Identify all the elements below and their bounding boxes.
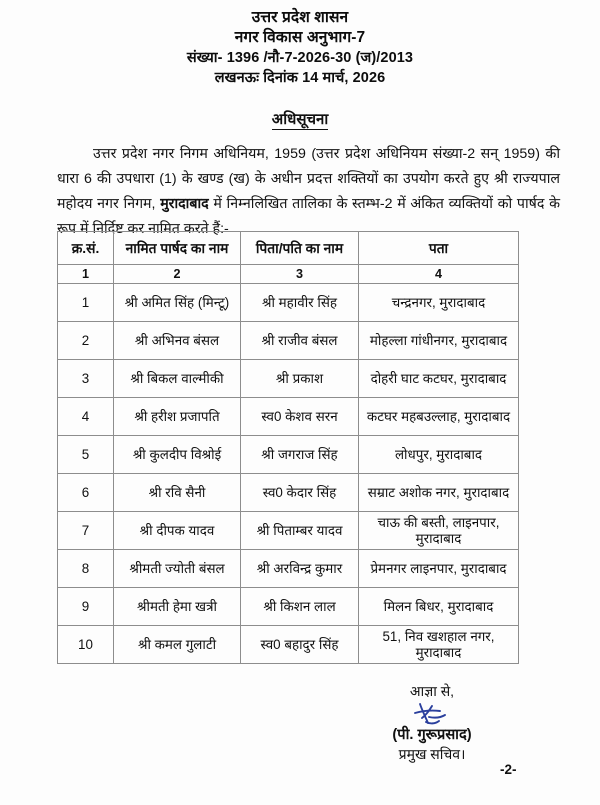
header-department-name: नगर विकास अनुभाग-7: [234, 29, 366, 46]
cell-father-name: स्व0 केशव सरन: [241, 398, 359, 436]
notification-title-container: [0, 110, 600, 130]
table-row: [58, 474, 519, 512]
column-header-serial: क्र.सं.: [58, 232, 114, 265]
table-row: [58, 626, 519, 664]
column-header-address: पता: [359, 232, 519, 265]
cell-father-name: श्री जगराज सिंह: [241, 436, 359, 474]
column-number-4: 4: [359, 265, 519, 284]
cell-serial: 3: [58, 360, 114, 398]
nominated-councillors-table-container: [57, 231, 518, 664]
column-header-councillor-name: नामित पार्षद का नाम: [114, 232, 241, 265]
cell-father-name: श्री प्रकाश: [241, 360, 359, 398]
table-header-row: [58, 232, 519, 265]
cell-address: 51, निव खशहाल नगर, मुरादाबाद: [359, 626, 519, 664]
cell-serial: 10: [58, 626, 114, 664]
table-row: [58, 322, 519, 360]
signatory-name: (पी. गुरूप्रसाद): [392, 727, 472, 743]
cell-councillor-name: श्री कुलदीप विश्रोई: [114, 436, 241, 474]
cell-councillor-name: श्री हरीश प्रजापति: [114, 398, 241, 436]
table-row: [58, 360, 519, 398]
cell-father-name: श्री राजीव बंसल: [241, 322, 359, 360]
table-row: [58, 588, 519, 626]
body-text-city-bold: मुरादाबाद: [160, 196, 209, 212]
cell-address: सम्राट अशोक नगर, मुरादाबाद: [359, 474, 519, 512]
cell-serial: 6: [58, 474, 114, 512]
header-government-name: उत्तर प्रदेश शासन: [251, 9, 349, 26]
table-column-number-row: [58, 265, 519, 284]
cell-address: कटघर महबउल्लाह, मुरादाबाद: [359, 398, 519, 436]
cell-address: चन्द्रनगर, मुरादाबाद: [359, 284, 519, 322]
cell-serial: 5: [58, 436, 114, 474]
table-row: [58, 436, 519, 474]
document-header: [0, 0, 600, 88]
signature-order-text: आज्ञा से,: [409, 683, 455, 699]
cell-councillor-name: श्रीमती ज्योती बंसल: [114, 550, 241, 588]
cell-serial: 4: [58, 398, 114, 436]
body-text-part2: में निम्नलिखित तालिका के स्तम्भ-2 में अंकित व्यक्तियों को पार्षद के रूप में निर्दिष्ट कर नामित करते हैं:-: [57, 196, 560, 237]
cell-address: मोहल्ला गांधीनगर, मुरादाबाद: [359, 322, 519, 360]
cell-councillor-name: श्री रवि सैनी: [114, 474, 241, 512]
column-number-2: 2: [114, 265, 241, 284]
cell-councillor-name: श्री बिकल वाल्मीकी: [114, 360, 241, 398]
column-number-3: 3: [241, 265, 359, 284]
notification-title: अधिसूचना: [271, 111, 329, 128]
header-file-number: संख्या- 1396 /नौ-7-2026-30 (ज)/2013: [186, 50, 414, 66]
table-row: [58, 550, 519, 588]
column-header-father-husband-name: पिता/पति का नाम: [241, 232, 359, 265]
cell-serial: 1: [58, 284, 114, 322]
cell-councillor-name: श्री कमल गुलाटी: [114, 626, 241, 664]
cell-councillor-name: श्री दीपक यादव: [114, 512, 241, 550]
table-row: [58, 512, 519, 550]
cell-councillor-name: श्री अमित सिंह (मिन्टू): [114, 284, 241, 322]
cell-serial: 2: [58, 322, 114, 360]
cell-address: प्रेमनगर लाइनपार, मुरादाबाद: [359, 550, 519, 588]
page-number-marker: -2-: [500, 762, 517, 777]
handwritten-signature-icon: [322, 701, 542, 727]
table-body: [58, 284, 519, 664]
cell-address: दोहरी घाट कटघर, मुरादाबाद: [359, 360, 519, 398]
cell-address: मिलन बिधर, मुरादाबाद: [359, 588, 519, 626]
cell-father-name: स्व0 बहादुर सिंह: [241, 626, 359, 664]
table-head: [58, 232, 519, 284]
cell-father-name: श्री पिताम्बर यादव: [241, 512, 359, 550]
cell-father-name: श्री अरविन्द्र कुमार: [241, 550, 359, 588]
column-number-1: 1: [58, 265, 114, 284]
table-row: [58, 398, 519, 436]
cell-serial: 7: [58, 512, 114, 550]
body-text-part1: उत्तर प्रदेश नगर निगम अधिनियम, 1959 (उत्तर प्रदेश अधिनियम संख्या-2 सन् 1959) की धारा 6 की उपधारा (1) के खण्ड (ख) के अधीन प्रदत्त शक्तियों का उपयोग करते हुए श्री राज्यपाल महोदय नगर निगम,: [57, 146, 560, 212]
notification-body: [57, 142, 560, 242]
nominated-councillors-table: [57, 231, 519, 664]
cell-serial: 9: [58, 588, 114, 626]
cell-serial: 8: [58, 550, 114, 588]
table-row: [58, 284, 519, 322]
header-place-date: लखनऊः दिनांक 14 मार्च, 2026: [214, 70, 386, 86]
cell-councillor-name: श्री अभिनव बंसल: [114, 322, 241, 360]
signatory-designation: प्रमुख सचिव।: [398, 746, 466, 762]
cell-address: चाऊ की बस्ती, लाइनपार, मुरादाबाद: [359, 512, 519, 550]
cell-father-name: श्री किशन लाल: [241, 588, 359, 626]
signature-block: [322, 682, 542, 764]
cell-address: लोधपुर, मुरादाबाद: [359, 436, 519, 474]
cell-councillor-name: श्रीमती हेमा खत्री: [114, 588, 241, 626]
cell-father-name: स्व0 केदार सिंह: [241, 474, 359, 512]
cell-father-name: श्री महावीर सिंह: [241, 284, 359, 322]
